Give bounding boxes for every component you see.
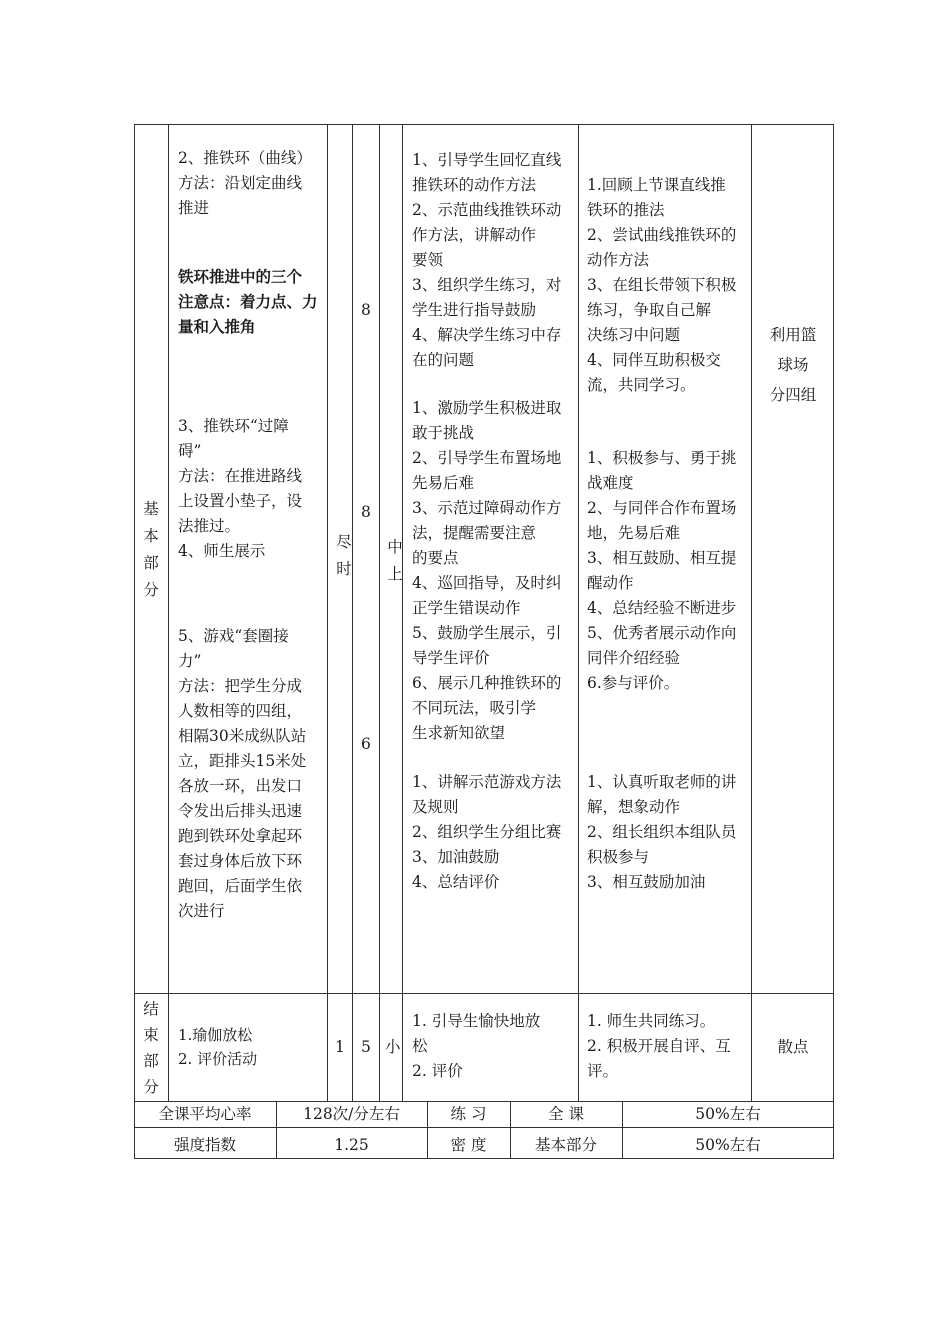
intensity-main: 中 上: [387, 538, 403, 583]
density-label-bottom: 密 度: [450, 1136, 487, 1154]
col-divider-3: [352, 124, 353, 1101]
section-label-main: 基 本 部 分: [143, 500, 159, 599]
time-part-3: 6: [361, 735, 371, 753]
whole-lesson-label: 全 课: [548, 1105, 584, 1123]
end-time: 5: [361, 1038, 371, 1056]
end-count: 1: [335, 1038, 345, 1056]
organization-main: 利用篮 球场 分四组: [769, 326, 817, 404]
content-key-points: 铁环推进中的三个 注意点：着力点、力 量和入推角: [178, 267, 318, 336]
student-activity-a: 1.回顾上节课直线推 铁环的推法 2、尝试曲线推铁环的 动作方法 3、在组长带领下积极 练习，争取自己解 决练习中问题 4、同伴互助积极交 流，共同学习。: [587, 176, 737, 394]
col-divider-4: [379, 124, 380, 1101]
col-divider-5: [402, 124, 403, 1101]
avg-heart-rate-value: 128次/分左右: [303, 1105, 400, 1123]
end-intensity: 小: [385, 1038, 401, 1056]
lesson-plan-table: [134, 124, 834, 1159]
teacher-activity-a: 1、引导学生回忆直线 推铁环的动作方法 2、示范曲线推铁环动 作方法，讲解动作 要领 3、组织学生练习，对 学生进行指导鼓励 4、解决学生练习中存 在的问题: [412, 151, 562, 369]
table-border-top: [134, 124, 834, 125]
whole-lesson-value: 50%左右: [695, 1105, 761, 1123]
density-label-top: 练 习: [450, 1105, 487, 1123]
end-content: 1.瑜伽放松 2. 评价活动: [178, 1026, 258, 1068]
time-part-1: 8: [361, 301, 371, 319]
end-student-activity: 1. 师生共同练习。 2. 积极开展自评、互 评。: [587, 1012, 731, 1080]
end-organization: 散点: [777, 1038, 809, 1056]
row-divider-main-end: [134, 993, 834, 994]
student-activity-c: 1、认真听取老师的讲 解，想象动作 2、组长组织本组队员 积极参与 3、相互鼓励加油: [587, 773, 737, 891]
teacher-activity-c: 1、讲解示范游戏方法 及规则 2、组织学生分组比赛 3、加油鼓励 4、总结评价: [412, 773, 562, 891]
row-divider-summary: [134, 1127, 834, 1128]
section-label-end: 结 束 部 分: [143, 1000, 159, 1096]
intensity-index-label: 强度指数: [173, 1136, 236, 1154]
count-col-main: 尽 时: [336, 533, 352, 578]
table-border-right: [833, 124, 834, 1159]
basic-part-label: 基本部分: [534, 1136, 597, 1154]
content-relay-game: 5、游戏“套圈接 力” 方法：把学生分成 人数相等的四组， 相隔30米成纵队站 立，距排头15米处 各放一环，出发口 令发出后排头迅速 跑到铁环处拿起环 套过身体后放下环 跑回，后面学生依 次进行: [178, 627, 307, 920]
teacher-activity-b: 1、激励学生积极进取 敢于挑战 2、引导学生布置场地 先易后难 3、示范过障碍动作方 法，提醒需要注意 的要点 4、巡回指导，及时纠 正学生错误动作 5、鼓励学生展示，引 导学生评价 6、展示几种推铁环的 不同玩法，吸引学 生求新知欲望: [412, 399, 562, 742]
content-obstacle-push: 3、推铁环“过障 碍” 方法：在推进路线 上设置小垫子，设 法推过。 4、师生展示: [178, 417, 303, 560]
content-curve-push: 2、推铁环（曲线） 方法：沿划定曲线 推进: [178, 149, 312, 217]
end-teacher-activity: 1. 引导生愉快地放 松 2. 评价: [412, 1012, 541, 1080]
avg-heart-rate-label: 全课平均心率: [158, 1105, 252, 1123]
intensity-index-value: 1.25: [334, 1136, 369, 1154]
table-border-bottom: [134, 1158, 834, 1159]
time-part-2: 8: [361, 503, 371, 521]
basic-part-value: 50%左右: [695, 1136, 761, 1154]
table-border-left: [134, 124, 135, 1159]
col-divider-1: [168, 124, 169, 1101]
student-activity-b: 1、积极参与、勇于挑 战难度 2、与同伴合作布置场 地，先易后难 3、相互鼓励、相互提 醒动作 4、总结经验不断进步 5、优秀者展示动作向 同伴介绍经验 6.参与评价。: [587, 449, 737, 692]
